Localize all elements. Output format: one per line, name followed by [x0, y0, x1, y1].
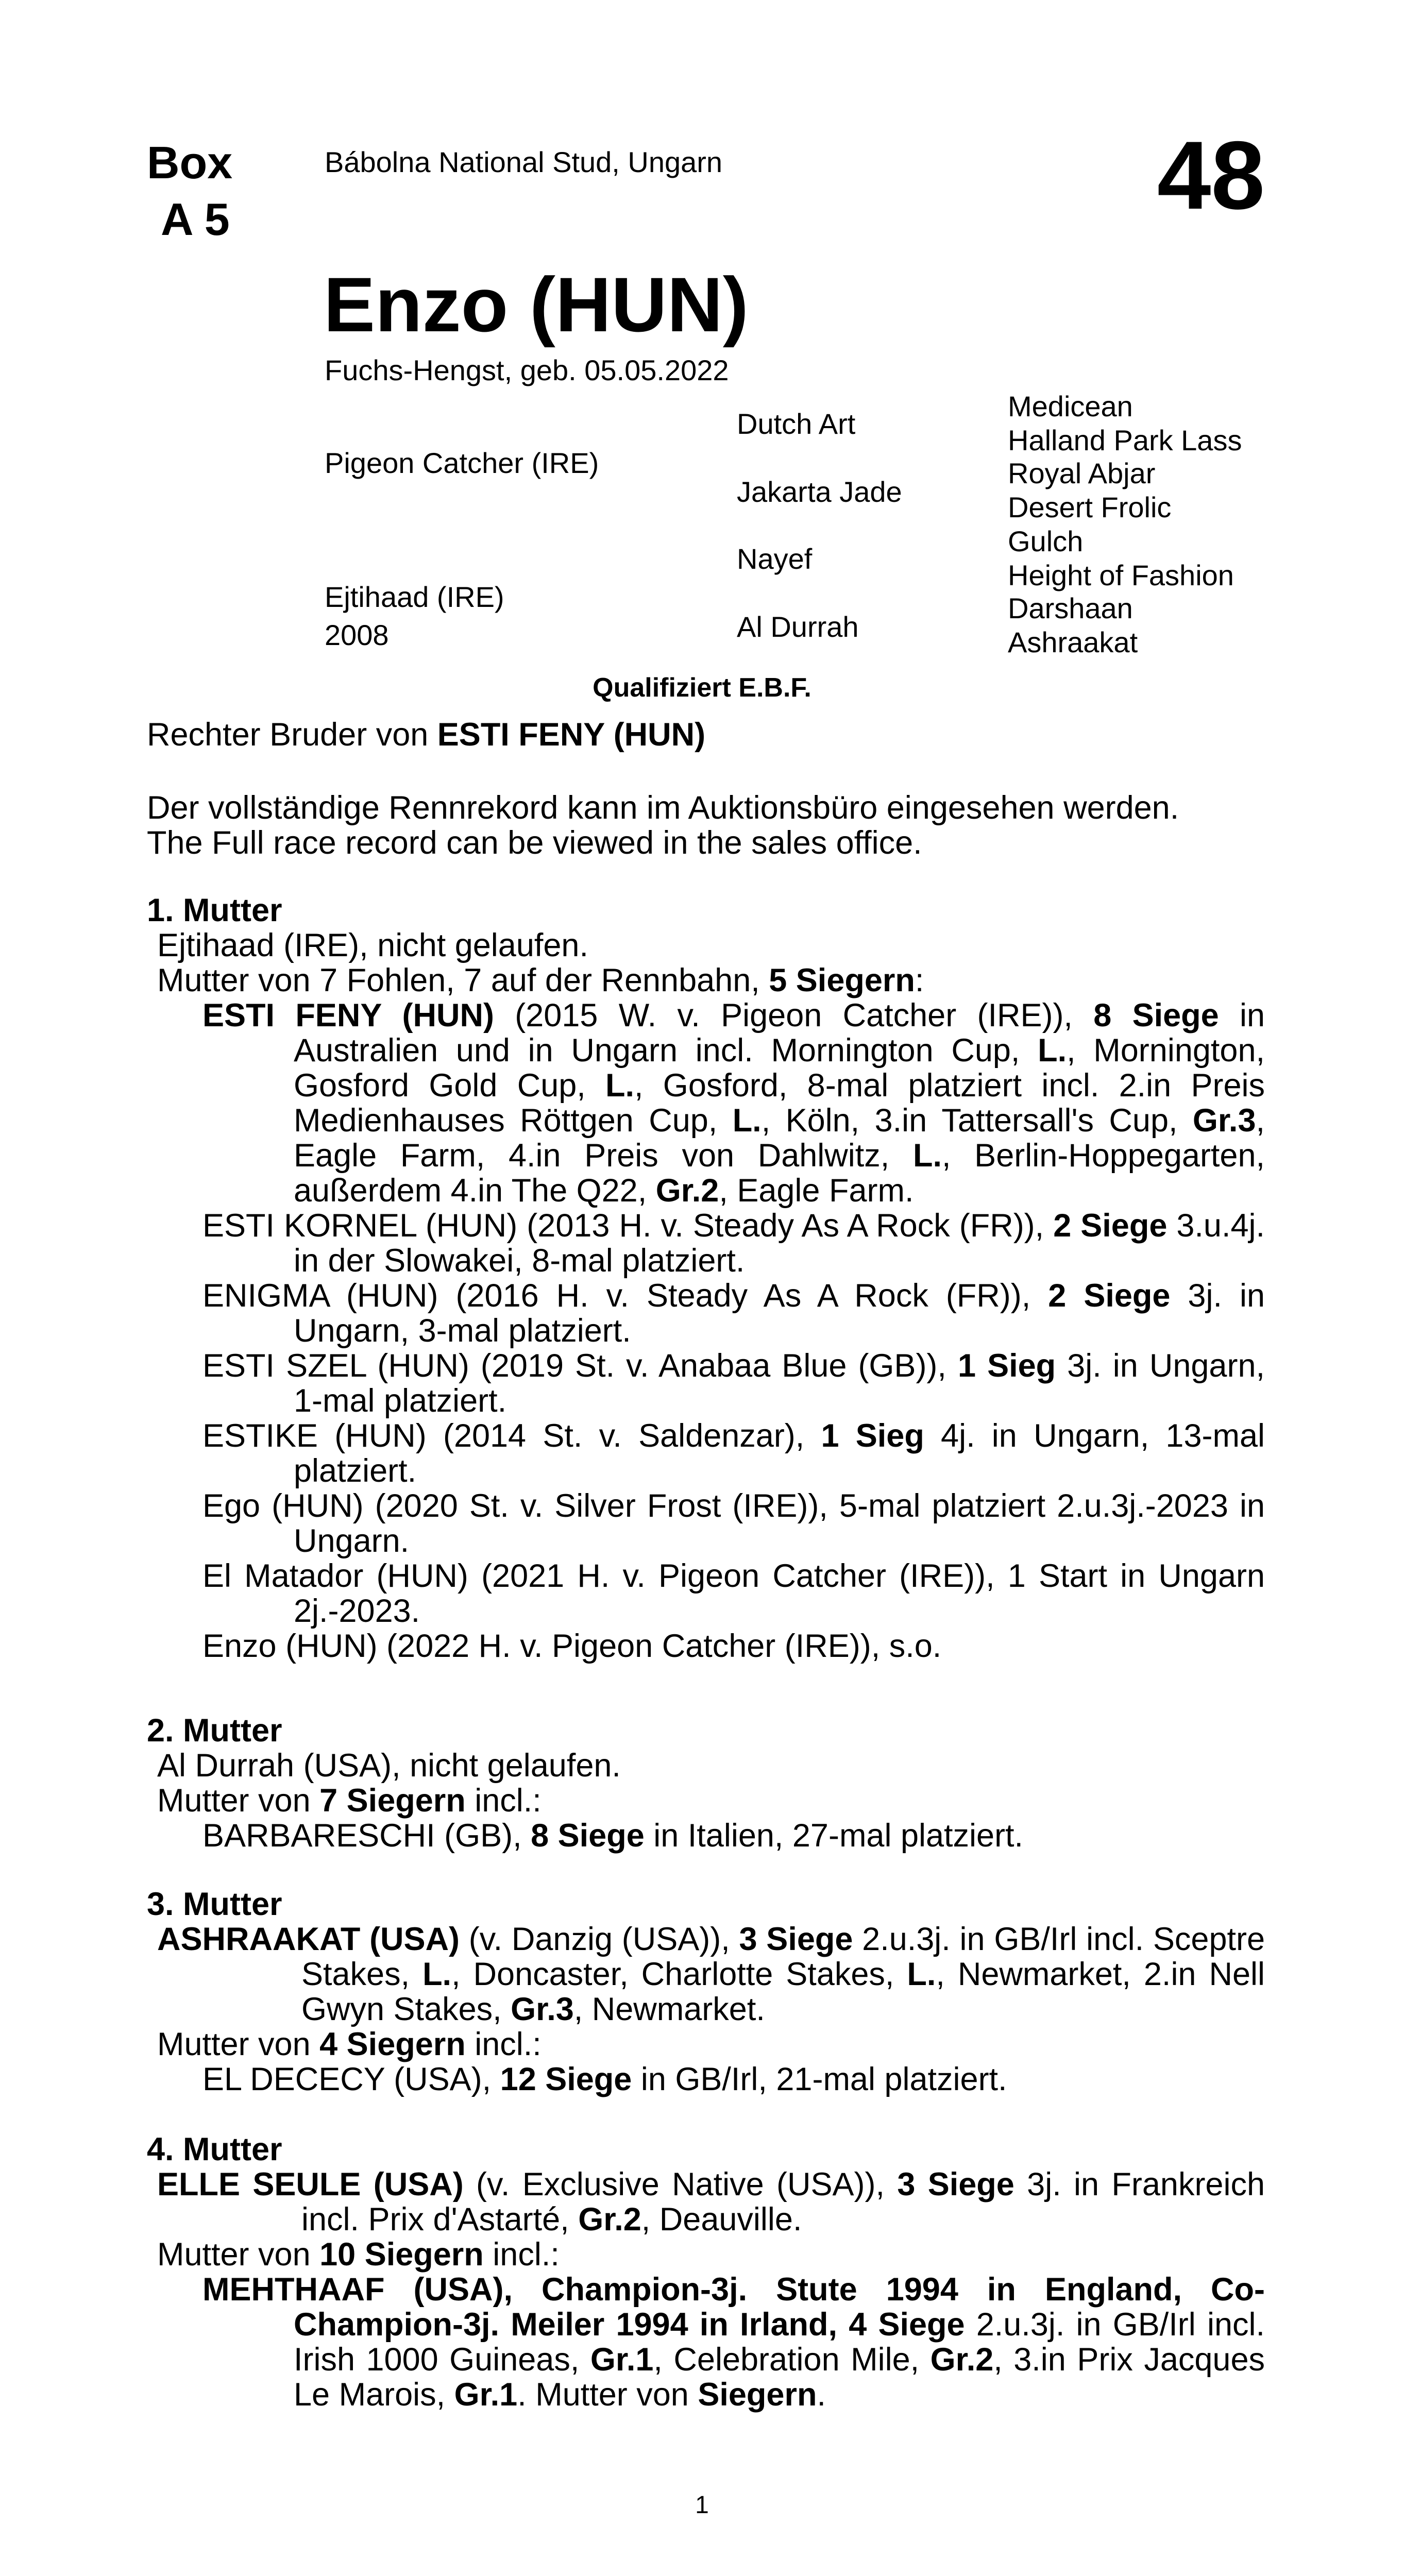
- box-label: Box: [147, 137, 233, 188]
- dam-3-section: [147, 1887, 1265, 2097]
- dam-3-entry-el-dececy: EL DECECY (USA), 12 Siege in GB/Irl, 21-mal platziert.: [202, 2061, 1007, 2097]
- pedigree-gg-1: Medicean: [1008, 390, 1133, 422]
- consignor: Bábolna National Stud, Ungarn: [325, 146, 723, 178]
- pedigree-sire-dam: Jakarta Jade: [737, 476, 902, 508]
- dam-3-intro: ASHRAAKAT (USA) (v. Danzig (USA)), 3 Siege 2.u.3j. in GB/Irl incl. Sceptre Stakes, L., Doncaster, Charlotte Stakes, L., Newmarket, 2.in Nell Gwyn Stakes, Gr.3, Newmarket.: [157, 1921, 1265, 2027]
- dam-2-title: 2. Mutter: [147, 1713, 282, 1749]
- pedigree-gg-2: Halland Park Lass: [1008, 424, 1242, 456]
- pedigree-gg-7: Darshaan: [1008, 592, 1133, 624]
- dam-1-entry-esti-szel: ESTI SZEL (HUN) (2019 St. v. Anabaa Blue (GB)), 1 Sieg 3j. in Ungarn, 1-mal platziert.: [202, 1348, 1265, 1419]
- dam-4-title: 4. Mutter: [147, 2131, 282, 2167]
- pedigree-gg-4: Desert Frolic: [1008, 491, 1172, 523]
- dam-4-offspring: Mutter von 10 Siegern incl.:: [157, 2236, 560, 2273]
- pedigree-gg-8: Ashraakat: [1008, 626, 1138, 658]
- dam-1-entry-enzo: Enzo (HUN) (2022 H. v. Pigeon Catcher (IRE)), s.o.: [202, 1628, 942, 1664]
- pedigree-dam: Ejtihaad (IRE): [325, 581, 504, 613]
- dam-1-section: [147, 893, 1265, 1664]
- pedigree-gg-3: Royal Abjar: [1008, 457, 1156, 489]
- horse-description: Fuchs-Hengst, geb. 05.05.2022: [325, 354, 729, 386]
- notice: [147, 790, 1265, 860]
- sibling-prefix: Rechter Bruder von: [147, 717, 437, 753]
- pedigree-sire: Pigeon Catcher (IRE): [325, 447, 599, 479]
- pedigree-gg-6: Height of Fashion: [1008, 559, 1234, 591]
- dam-1-entry-esti-feny: ESTI FENY (HUN) (2015 W. v. Pigeon Catcher (IRE)), 8 Siege in Australien und in Ungarn incl. Mornington Cup, L., Mornington, Gosford Gold Cup, L., Gosford, 8-mal platziert incl. 2.in Preis Medienhauses Röttgen Cup, L., Köln, 3.in Tattersall's Cup, Gr.3, Eagle Farm, 4.in Preis von Dahlwitz, L., Berlin-Hoppegarten, außerdem 4.in The Q22, Gr.2, Eagle Farm.: [202, 997, 1265, 1209]
- horse-name: Enzo (HUN): [324, 261, 749, 348]
- pedigree-dam-dam: Al Durrah: [737, 611, 859, 643]
- dam-1-entry-enigma: ENIGMA (HUN) (2016 H. v. Steady As A Rock (FR)), 2 Siege 3j. in Ungarn, 3-mal platziert.: [202, 1278, 1265, 1349]
- lot-number: 48: [1157, 121, 1265, 229]
- dam-4-entry-mehthaaf: MEHTHAAF (USA), Champion-3j. Stute 1994 in England, Co-Champion-3j. Meiler 1994 in Irland, 4 Siege 2.u.3j. in GB/Irl incl. Irish 1000 Guineas, Gr.1, Celebration Mile, Gr.2, 3.in Prix Jacques Le Marois, Gr.1. Mutter von Siegern.: [202, 2272, 1265, 2413]
- qualification: Qualifiziert E.B.F.: [593, 673, 811, 703]
- dam-1-entry-el-matador: El Matador (HUN) (2021 H. v. Pigeon Catcher (IRE)), 1 Start in Ungarn 2j.-2023.: [202, 1558, 1265, 1629]
- dam-3-title: 3. Mutter: [147, 1886, 282, 1922]
- dam-2-intro: Al Durrah (USA), nicht gelaufen.: [157, 1748, 621, 1784]
- dam-1-entry-esti-kornel: ESTI KORNEL (HUN) (2013 H. v. Steady As A Rock (FR)), 2 Siege 3.u.4j. in der Slowakei, 8-mal platziert.: [202, 1208, 1265, 1279]
- dam-1-title: 1. Mutter: [147, 892, 282, 928]
- sibling-line: [147, 717, 1265, 752]
- dam-4-intro: ELLE SEULE (USA) (v. Exclusive Native (USA)), 3 Siege 3j. in Frankreich incl. Prix d'Astarté, Gr.2, Deauville.: [157, 2166, 1265, 2238]
- dam-1-entry-estike: ESTIKE (HUN) (2014 St. v. Saldenzar), 1 Sieg 4j. in Ungarn, 13-mal platziert.: [202, 1418, 1265, 1489]
- pedigree-sire-sire: Dutch Art: [737, 408, 856, 440]
- dam-2-offspring: Mutter von 7 Siegern incl.:: [157, 1783, 542, 1819]
- pedigree-dam-year: 2008: [325, 619, 389, 651]
- dam-2-section: [147, 1713, 1265, 1853]
- pedigree-gg-5: Gulch: [1008, 525, 1084, 557]
- pedigree-dam-sire: Nayef: [737, 543, 813, 575]
- notice-de: Der vollständige Rennrekord kann im Auktionsbüro eingesehen werden.: [147, 790, 1179, 826]
- dam-3-offspring: Mutter von 4 Siegern incl.:: [157, 2026, 542, 2062]
- box-number: A 5: [161, 194, 230, 245]
- notice-en: The Full race record can be viewed in the sales office.: [147, 825, 922, 861]
- page-number: 1: [695, 2492, 709, 2519]
- sibling-name: ESTI FENY (HUN): [437, 717, 706, 753]
- dam-1-entry-ego: Ego (HUN) (2020 St. v. Silver Frost (IRE)), 5-mal platziert 2.u.3j.-2023 in Ungarn.: [202, 1488, 1265, 1559]
- dam-2-entry-barbareschi: BARBARESCHI (GB), 8 Siege in Italien, 27-mal platziert.: [202, 1818, 1024, 1854]
- dam-1-intro: Ejtihaad (IRE), nicht gelaufen.: [157, 927, 588, 963]
- dam-4-section: [147, 2132, 1265, 2412]
- dam-1-offspring: Mutter von 7 Fohlen, 7 auf der Rennbahn, 5 Siegern:: [157, 962, 924, 998]
